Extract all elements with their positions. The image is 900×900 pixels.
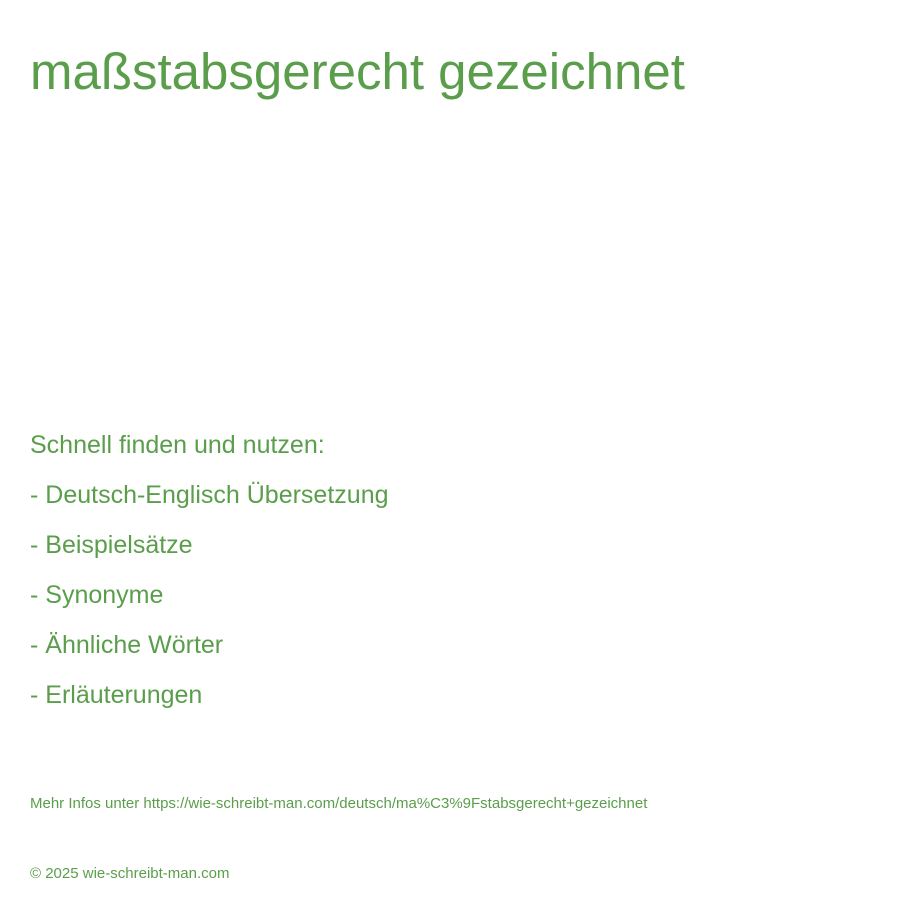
- copyright-notice: © 2025 wie-schreibt-man.com: [30, 865, 230, 882]
- feature-item-example-sentences: - Beispielsätze: [30, 531, 193, 559]
- more-info-line: [30, 794, 647, 814]
- feature-item-similar-words: - Ähnliche Wörter: [30, 631, 224, 659]
- page-title: maßstabsgerecht gezeichnet: [30, 43, 685, 100]
- more-info-link[interactable]: https://wie-schreibt-man.com/deutsch/ma%C3%9Fstabsgerecht+gezeichnet: [143, 795, 648, 812]
- more-info-prefix: Mehr Infos unter: [30, 795, 144, 812]
- feature-list-heading: Schnell finden und nutzen:: [30, 431, 325, 459]
- feature-list: [30, 420, 389, 720]
- feature-item-translation: - Deutsch-Englisch Übersetzung: [30, 481, 389, 509]
- feature-item-explanations: - Erläuterungen: [30, 681, 203, 709]
- feature-item-synonyms: - Synonyme: [30, 581, 164, 609]
